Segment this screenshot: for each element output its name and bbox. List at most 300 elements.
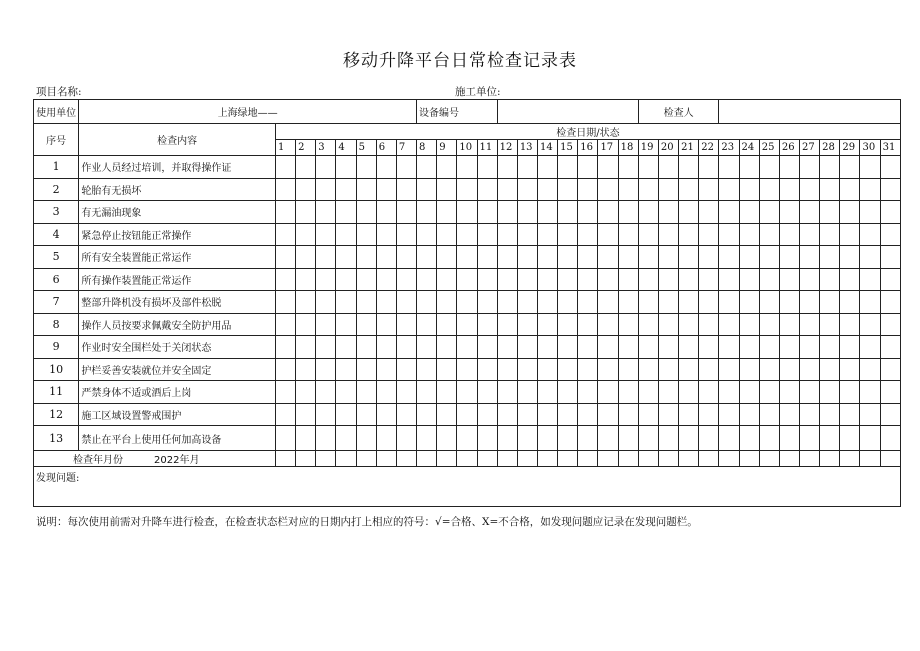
status-cell[interactable] <box>296 246 316 269</box>
status-cell[interactable] <box>638 426 658 451</box>
status-cell[interactable] <box>417 426 437 451</box>
status-cell[interactable] <box>396 403 416 426</box>
status-cell[interactable] <box>598 381 618 404</box>
status-cell[interactable] <box>296 291 316 314</box>
status-cell[interactable] <box>356 403 376 426</box>
status-cell[interactable] <box>437 223 457 246</box>
status-cell[interactable] <box>719 156 739 179</box>
status-cell[interactable] <box>699 201 719 224</box>
status-cell[interactable] <box>860 336 880 359</box>
status-cell[interactable] <box>860 403 880 426</box>
status-cell[interactable] <box>558 336 578 359</box>
status-cell[interactable] <box>800 291 820 314</box>
status-cell[interactable] <box>517 268 537 291</box>
status-cell[interactable] <box>739 336 759 359</box>
status-cell[interactable] <box>336 268 356 291</box>
status-cell[interactable] <box>537 426 557 451</box>
status-cell[interactable] <box>275 223 295 246</box>
status-cell[interactable] <box>618 336 638 359</box>
status-cell[interactable] <box>376 246 396 269</box>
status-cell[interactable] <box>296 178 316 201</box>
status-cell[interactable] <box>840 156 860 179</box>
status-cell[interactable] <box>417 156 437 179</box>
status-cell[interactable] <box>658 381 678 404</box>
status-cell[interactable] <box>396 426 416 451</box>
status-cell[interactable] <box>618 451 638 467</box>
status-cell[interactable] <box>618 358 638 381</box>
status-cell[interactable] <box>316 336 336 359</box>
status-cell[interactable] <box>779 403 799 426</box>
status-cell[interactable] <box>477 246 497 269</box>
status-cell[interactable] <box>336 178 356 201</box>
status-cell[interactable] <box>396 156 416 179</box>
status-cell[interactable] <box>860 381 880 404</box>
status-cell[interactable] <box>658 178 678 201</box>
status-cell[interactable] <box>638 156 658 179</box>
status-cell[interactable] <box>820 358 840 381</box>
status-cell[interactable] <box>638 291 658 314</box>
status-cell[interactable] <box>316 223 336 246</box>
status-cell[interactable] <box>739 268 759 291</box>
status-cell[interactable] <box>517 178 537 201</box>
status-cell[interactable] <box>497 381 517 404</box>
status-cell[interactable] <box>296 451 316 467</box>
status-cell[interactable] <box>537 291 557 314</box>
status-cell[interactable] <box>739 313 759 336</box>
status-cell[interactable] <box>537 201 557 224</box>
status-cell[interactable] <box>598 156 618 179</box>
status-cell[interactable] <box>578 451 598 467</box>
status-cell[interactable] <box>336 403 356 426</box>
status-cell[interactable] <box>800 201 820 224</box>
status-cell[interactable] <box>477 358 497 381</box>
status-cell[interactable] <box>578 156 598 179</box>
status-cell[interactable] <box>820 223 840 246</box>
status-cell[interactable] <box>880 291 900 314</box>
status-cell[interactable] <box>699 178 719 201</box>
status-cell[interactable] <box>880 268 900 291</box>
status-cell[interactable] <box>840 313 860 336</box>
status-cell[interactable] <box>679 403 699 426</box>
status-cell[interactable] <box>739 358 759 381</box>
status-cell[interactable] <box>396 313 416 336</box>
status-cell[interactable] <box>638 268 658 291</box>
status-cell[interactable] <box>840 426 860 451</box>
status-cell[interactable] <box>477 403 497 426</box>
status-cell[interactable] <box>880 201 900 224</box>
status-cell[interactable] <box>679 451 699 467</box>
status-cell[interactable] <box>658 313 678 336</box>
status-cell[interactable] <box>679 313 699 336</box>
status-cell[interactable] <box>275 313 295 336</box>
status-cell[interactable] <box>457 451 477 467</box>
status-cell[interactable] <box>860 358 880 381</box>
status-cell[interactable] <box>779 381 799 404</box>
status-cell[interactable] <box>820 451 840 467</box>
status-cell[interactable] <box>336 291 356 314</box>
status-cell[interactable] <box>316 268 336 291</box>
status-cell[interactable] <box>739 156 759 179</box>
status-cell[interactable] <box>800 313 820 336</box>
status-cell[interactable] <box>779 336 799 359</box>
status-cell[interactable] <box>316 178 336 201</box>
status-cell[interactable] <box>658 426 678 451</box>
status-cell[interactable] <box>537 358 557 381</box>
status-cell[interactable] <box>679 426 699 451</box>
status-cell[interactable] <box>638 223 658 246</box>
status-cell[interactable] <box>537 223 557 246</box>
status-cell[interactable] <box>537 336 557 359</box>
status-cell[interactable] <box>759 268 779 291</box>
status-cell[interactable] <box>497 291 517 314</box>
status-cell[interactable] <box>658 246 678 269</box>
status-cell[interactable] <box>376 403 396 426</box>
status-cell[interactable] <box>618 426 638 451</box>
status-cell[interactable] <box>558 156 578 179</box>
status-cell[interactable] <box>517 156 537 179</box>
status-cell[interactable] <box>880 358 900 381</box>
status-cell[interactable] <box>820 403 840 426</box>
status-cell[interactable] <box>275 268 295 291</box>
status-cell[interactable] <box>658 223 678 246</box>
status-cell[interactable] <box>759 403 779 426</box>
status-cell[interactable] <box>296 426 316 451</box>
status-cell[interactable] <box>618 201 638 224</box>
status-cell[interactable] <box>457 201 477 224</box>
status-cell[interactable] <box>598 268 618 291</box>
status-cell[interactable] <box>437 201 457 224</box>
status-cell[interactable] <box>800 381 820 404</box>
status-cell[interactable] <box>598 313 618 336</box>
status-cell[interactable] <box>638 403 658 426</box>
status-cell[interactable] <box>719 426 739 451</box>
status-cell[interactable] <box>759 451 779 467</box>
status-cell[interactable] <box>396 336 416 359</box>
status-cell[interactable] <box>820 291 840 314</box>
status-cell[interactable] <box>437 291 457 314</box>
status-cell[interactable] <box>860 426 880 451</box>
status-cell[interactable] <box>679 223 699 246</box>
status-cell[interactable] <box>537 246 557 269</box>
status-cell[interactable] <box>638 381 658 404</box>
status-cell[interactable] <box>437 336 457 359</box>
status-cell[interactable] <box>860 451 880 467</box>
status-cell[interactable] <box>618 403 638 426</box>
status-cell[interactable] <box>537 268 557 291</box>
status-cell[interactable] <box>336 426 356 451</box>
status-cell[interactable] <box>658 291 678 314</box>
status-cell[interactable] <box>316 358 336 381</box>
status-cell[interactable] <box>417 268 437 291</box>
status-cell[interactable] <box>860 201 880 224</box>
status-cell[interactable] <box>880 381 900 404</box>
status-cell[interactable] <box>558 201 578 224</box>
status-cell[interactable] <box>477 178 497 201</box>
status-cell[interactable] <box>578 178 598 201</box>
status-cell[interactable] <box>517 381 537 404</box>
status-cell[interactable] <box>537 313 557 336</box>
status-cell[interactable] <box>860 268 880 291</box>
status-cell[interactable] <box>396 178 416 201</box>
status-cell[interactable] <box>356 358 376 381</box>
status-cell[interactable] <box>336 451 356 467</box>
status-cell[interactable] <box>759 358 779 381</box>
status-cell[interactable] <box>296 201 316 224</box>
status-cell[interactable] <box>517 291 537 314</box>
status-cell[interactable] <box>336 246 356 269</box>
status-cell[interactable] <box>699 313 719 336</box>
status-cell[interactable] <box>477 268 497 291</box>
status-cell[interactable] <box>537 381 557 404</box>
status-cell[interactable] <box>719 268 739 291</box>
status-cell[interactable] <box>719 313 739 336</box>
status-cell[interactable] <box>396 268 416 291</box>
status-cell[interactable] <box>719 246 739 269</box>
status-cell[interactable] <box>759 381 779 404</box>
status-cell[interactable] <box>880 336 900 359</box>
status-cell[interactable] <box>417 381 437 404</box>
status-cell[interactable] <box>275 451 295 467</box>
status-cell[interactable] <box>497 246 517 269</box>
status-cell[interactable] <box>376 336 396 359</box>
status-cell[interactable] <box>296 403 316 426</box>
status-cell[interactable] <box>699 246 719 269</box>
status-cell[interactable] <box>618 313 638 336</box>
status-cell[interactable] <box>759 336 779 359</box>
status-cell[interactable] <box>376 451 396 467</box>
status-cell[interactable] <box>658 403 678 426</box>
status-cell[interactable] <box>356 223 376 246</box>
status-cell[interactable] <box>558 291 578 314</box>
status-cell[interactable] <box>316 381 336 404</box>
status-cell[interactable] <box>457 178 477 201</box>
status-cell[interactable] <box>477 381 497 404</box>
status-cell[interactable] <box>316 246 336 269</box>
status-cell[interactable] <box>860 246 880 269</box>
status-cell[interactable] <box>719 291 739 314</box>
status-cell[interactable] <box>699 403 719 426</box>
status-cell[interactable] <box>598 403 618 426</box>
status-cell[interactable] <box>517 426 537 451</box>
issues-field[interactable] <box>34 467 901 507</box>
status-cell[interactable] <box>679 156 699 179</box>
status-cell[interactable] <box>417 223 437 246</box>
status-cell[interactable] <box>558 178 578 201</box>
status-cell[interactable] <box>477 156 497 179</box>
status-cell[interactable] <box>719 201 739 224</box>
status-cell[interactable] <box>457 358 477 381</box>
status-cell[interactable] <box>759 156 779 179</box>
status-cell[interactable] <box>860 156 880 179</box>
status-cell[interactable] <box>316 313 336 336</box>
status-cell[interactable] <box>275 403 295 426</box>
status-cell[interactable] <box>376 156 396 179</box>
status-cell[interactable] <box>316 451 336 467</box>
status-cell[interactable] <box>840 403 860 426</box>
status-cell[interactable] <box>417 451 437 467</box>
status-cell[interactable] <box>820 246 840 269</box>
status-cell[interactable] <box>699 291 719 314</box>
status-cell[interactable] <box>376 268 396 291</box>
status-cell[interactable] <box>719 178 739 201</box>
status-cell[interactable] <box>356 381 376 404</box>
status-cell[interactable] <box>598 291 618 314</box>
status-cell[interactable] <box>679 381 699 404</box>
status-cell[interactable] <box>679 178 699 201</box>
status-cell[interactable] <box>275 336 295 359</box>
status-cell[interactable] <box>558 426 578 451</box>
status-cell[interactable] <box>417 336 437 359</box>
status-cell[interactable] <box>578 403 598 426</box>
status-cell[interactable] <box>558 451 578 467</box>
status-cell[interactable] <box>840 291 860 314</box>
status-cell[interactable] <box>578 313 598 336</box>
status-cell[interactable] <box>396 451 416 467</box>
status-cell[interactable] <box>376 291 396 314</box>
status-cell[interactable] <box>537 178 557 201</box>
status-cell[interactable] <box>598 201 618 224</box>
status-cell[interactable] <box>638 313 658 336</box>
status-cell[interactable] <box>759 291 779 314</box>
status-cell[interactable] <box>679 358 699 381</box>
status-cell[interactable] <box>477 223 497 246</box>
status-cell[interactable] <box>840 358 860 381</box>
status-cell[interactable] <box>578 201 598 224</box>
status-cell[interactable] <box>840 381 860 404</box>
status-cell[interactable] <box>437 268 457 291</box>
status-cell[interactable] <box>396 381 416 404</box>
status-cell[interactable] <box>638 178 658 201</box>
status-cell[interactable] <box>860 313 880 336</box>
status-cell[interactable] <box>578 246 598 269</box>
status-cell[interactable] <box>497 313 517 336</box>
status-cell[interactable] <box>517 336 537 359</box>
status-cell[interactable] <box>356 201 376 224</box>
status-cell[interactable] <box>336 156 356 179</box>
status-cell[interactable] <box>336 336 356 359</box>
status-cell[interactable] <box>739 223 759 246</box>
status-cell[interactable] <box>497 201 517 224</box>
status-cell[interactable] <box>497 451 517 467</box>
status-cell[interactable] <box>719 336 739 359</box>
status-cell[interactable] <box>457 246 477 269</box>
status-cell[interactable] <box>437 381 457 404</box>
status-cell[interactable] <box>497 426 517 451</box>
status-cell[interactable] <box>296 268 316 291</box>
status-cell[interactable] <box>316 201 336 224</box>
status-cell[interactable] <box>880 246 900 269</box>
status-cell[interactable] <box>820 381 840 404</box>
status-cell[interactable] <box>598 426 618 451</box>
status-cell[interactable] <box>779 426 799 451</box>
status-cell[interactable] <box>880 313 900 336</box>
status-cell[interactable] <box>497 223 517 246</box>
status-cell[interactable] <box>820 201 840 224</box>
status-cell[interactable] <box>880 178 900 201</box>
status-cell[interactable] <box>437 426 457 451</box>
status-cell[interactable] <box>820 336 840 359</box>
status-cell[interactable] <box>800 223 820 246</box>
status-cell[interactable] <box>275 201 295 224</box>
status-cell[interactable] <box>457 381 477 404</box>
status-cell[interactable] <box>759 426 779 451</box>
status-cell[interactable] <box>437 156 457 179</box>
status-cell[interactable] <box>880 426 900 451</box>
status-cell[interactable] <box>517 313 537 336</box>
status-cell[interactable] <box>457 156 477 179</box>
status-cell[interactable] <box>336 381 356 404</box>
status-cell[interactable] <box>679 336 699 359</box>
status-cell[interactable] <box>840 246 860 269</box>
status-cell[interactable] <box>739 381 759 404</box>
status-cell[interactable] <box>699 381 719 404</box>
status-cell[interactable] <box>759 223 779 246</box>
status-cell[interactable] <box>658 358 678 381</box>
status-cell[interactable] <box>275 426 295 451</box>
status-cell[interactable] <box>457 291 477 314</box>
status-cell[interactable] <box>356 291 376 314</box>
status-cell[interactable] <box>618 178 638 201</box>
status-cell[interactable] <box>275 381 295 404</box>
status-cell[interactable] <box>739 246 759 269</box>
status-cell[interactable] <box>840 268 860 291</box>
status-cell[interactable] <box>598 451 618 467</box>
status-cell[interactable] <box>719 358 739 381</box>
status-cell[interactable] <box>457 313 477 336</box>
status-cell[interactable] <box>820 268 840 291</box>
status-cell[interactable] <box>316 291 336 314</box>
status-cell[interactable] <box>437 178 457 201</box>
status-cell[interactable] <box>759 313 779 336</box>
status-cell[interactable] <box>699 223 719 246</box>
status-cell[interactable] <box>638 336 658 359</box>
status-cell[interactable] <box>356 268 376 291</box>
status-cell[interactable] <box>517 358 537 381</box>
status-cell[interactable] <box>699 156 719 179</box>
status-cell[interactable] <box>376 313 396 336</box>
status-cell[interactable] <box>719 223 739 246</box>
status-cell[interactable] <box>578 426 598 451</box>
status-cell[interactable] <box>800 336 820 359</box>
status-cell[interactable] <box>779 268 799 291</box>
status-cell[interactable] <box>275 246 295 269</box>
status-cell[interactable] <box>598 336 618 359</box>
status-cell[interactable] <box>417 178 437 201</box>
status-cell[interactable] <box>779 223 799 246</box>
status-cell[interactable] <box>840 178 860 201</box>
status-cell[interactable] <box>618 246 638 269</box>
status-cell[interactable] <box>840 451 860 467</box>
status-cell[interactable] <box>497 336 517 359</box>
status-cell[interactable] <box>437 358 457 381</box>
status-cell[interactable] <box>719 451 739 467</box>
status-cell[interactable] <box>779 156 799 179</box>
status-cell[interactable] <box>578 358 598 381</box>
status-cell[interactable] <box>356 156 376 179</box>
status-cell[interactable] <box>417 313 437 336</box>
status-cell[interactable] <box>537 156 557 179</box>
status-cell[interactable] <box>376 426 396 451</box>
status-cell[interactable] <box>497 358 517 381</box>
status-cell[interactable] <box>356 246 376 269</box>
status-cell[interactable] <box>356 178 376 201</box>
status-cell[interactable] <box>417 201 437 224</box>
status-cell[interactable] <box>457 268 477 291</box>
status-cell[interactable] <box>840 336 860 359</box>
status-cell[interactable] <box>558 223 578 246</box>
status-cell[interactable] <box>437 451 457 467</box>
status-cell[interactable] <box>296 358 316 381</box>
